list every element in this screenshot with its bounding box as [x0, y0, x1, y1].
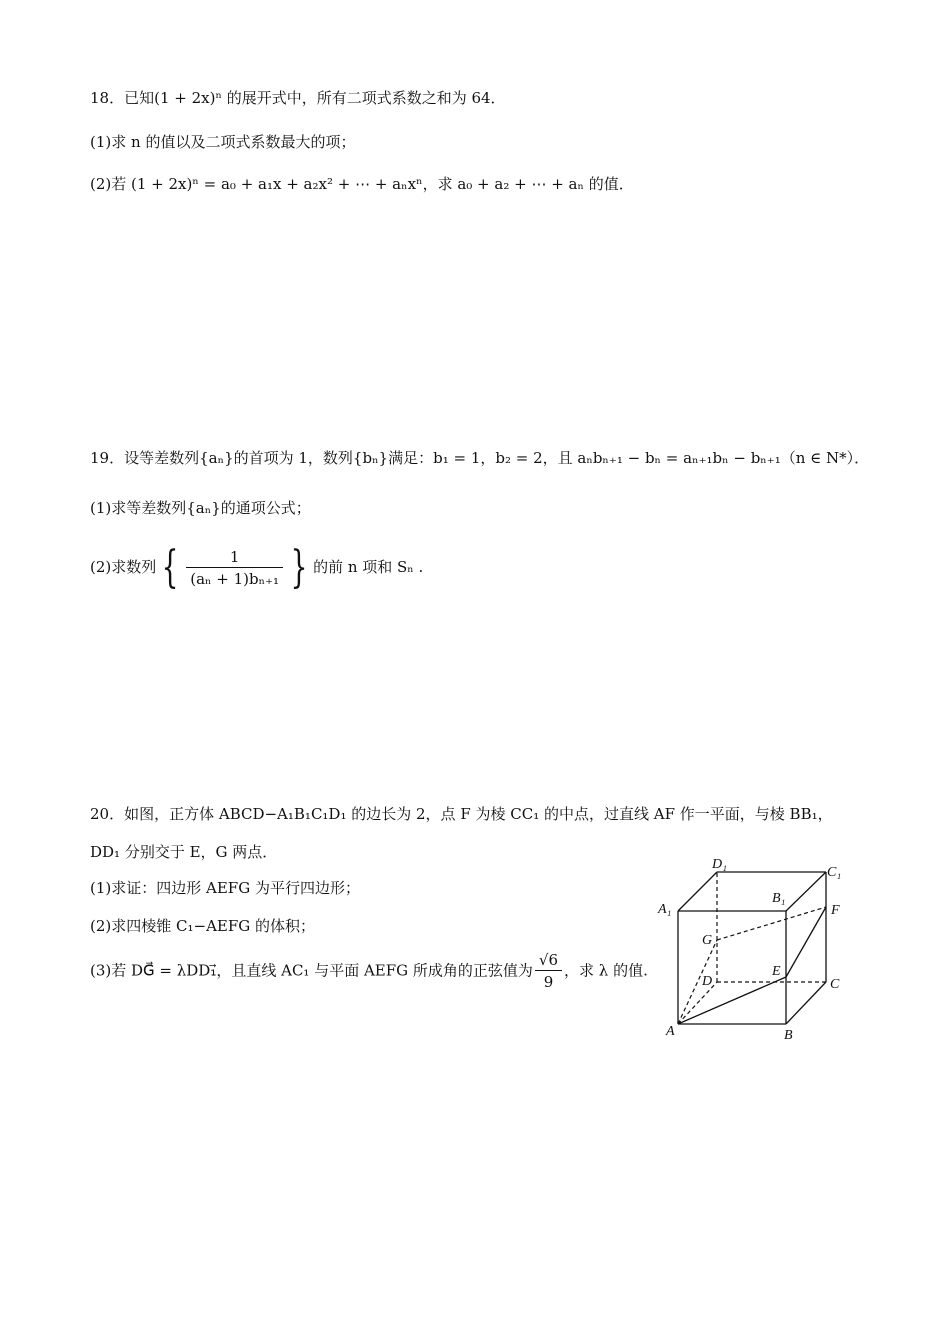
- p20-stem-line-2: DD₁ 分别交于 E，G 两点．: [90, 843, 278, 861]
- p20-stem-line-1: 20．如图，正方体 ABCD−A₁B₁C₁D₁ 的边长为 2，点 F 为棱 CC₁ 的中点，过直线 AF 作一平面，与棱 BB₁，: [90, 805, 833, 823]
- label-c: C: [830, 977, 840, 992]
- label-b1: B₁: [772, 891, 786, 906]
- p20-fraction: [535, 950, 562, 993]
- p18-question-1: (1)求 n 的值以及二项式系数最大的项；: [90, 133, 356, 151]
- p20-q3-prefix: (3)若 DG⃗ = λDD₁⃗，且直线 AC₁ 与平面 AEFG 所成角的正弦值为: [90, 961, 533, 980]
- label-e: E: [772, 964, 781, 979]
- label-f: F: [831, 903, 840, 918]
- label-d: D: [702, 974, 713, 989]
- p18-stem: 18．已知(1 + 2x)ⁿ 的展开式中，所有二项式系数之和为 64．: [90, 89, 506, 107]
- cube-figure: [650, 852, 860, 1042]
- label-a1: A₁: [658, 902, 672, 917]
- p19-question-1: (1)求等差数列{aₙ}的通项公式；: [90, 499, 311, 517]
- edge-c1-b1: [786, 872, 826, 911]
- p18-question-2: (2)若 (1 + 2x)ⁿ = a₀ + a₁x + a₂x² + ⋯ + aₙxⁿ，求 a₀ + a₂ + ⋯ + aₙ 的值．: [90, 175, 634, 193]
- label-b: B: [784, 1028, 793, 1042]
- segment-a-e: [678, 977, 786, 1024]
- p20-question-1: (1)求证：四边形 AEFG 为平行四边形；: [90, 879, 360, 897]
- label-a: A: [666, 1024, 675, 1039]
- p19-fraction: [186, 547, 283, 590]
- p19-question-2: [90, 542, 424, 593]
- label-g: G: [702, 933, 713, 948]
- fraction-numerator: √6: [535, 950, 562, 971]
- p20-question-2: (2)求四棱锥 C₁−AEFG 的体积；: [90, 917, 316, 935]
- p19-q2-prefix: (2)求数列: [90, 558, 157, 576]
- p19-stem: 19．设等差数列{aₙ}的首项为 1，数列{bₙ}满足：b₁ = 1，b₂ = 2，且 aₙbₙ₊₁ − bₙ = aₙ₊₁bₙ − bₙ₊₁（n ∈ N*）．: [90, 449, 870, 467]
- label-d1: D₁: [712, 857, 727, 872]
- p20-q3-suffix: ，求 λ 的值.: [564, 961, 648, 980]
- fraction-denominator: (aₙ + 1)bₙ₊₁: [190, 569, 280, 588]
- fraction-denominator: 9: [543, 973, 554, 991]
- fraction-numerator: 1: [186, 547, 283, 568]
- edge-a1-d1: [678, 872, 717, 911]
- p19-q2-suffix: 的前 n 项和 Sₙ .: [313, 558, 424, 576]
- right-brace: }: [290, 542, 308, 593]
- edge-c-b: [786, 982, 826, 1024]
- left-brace: {: [161, 542, 179, 593]
- p20-question-3: [90, 950, 648, 993]
- label-c1: C₁: [827, 865, 842, 880]
